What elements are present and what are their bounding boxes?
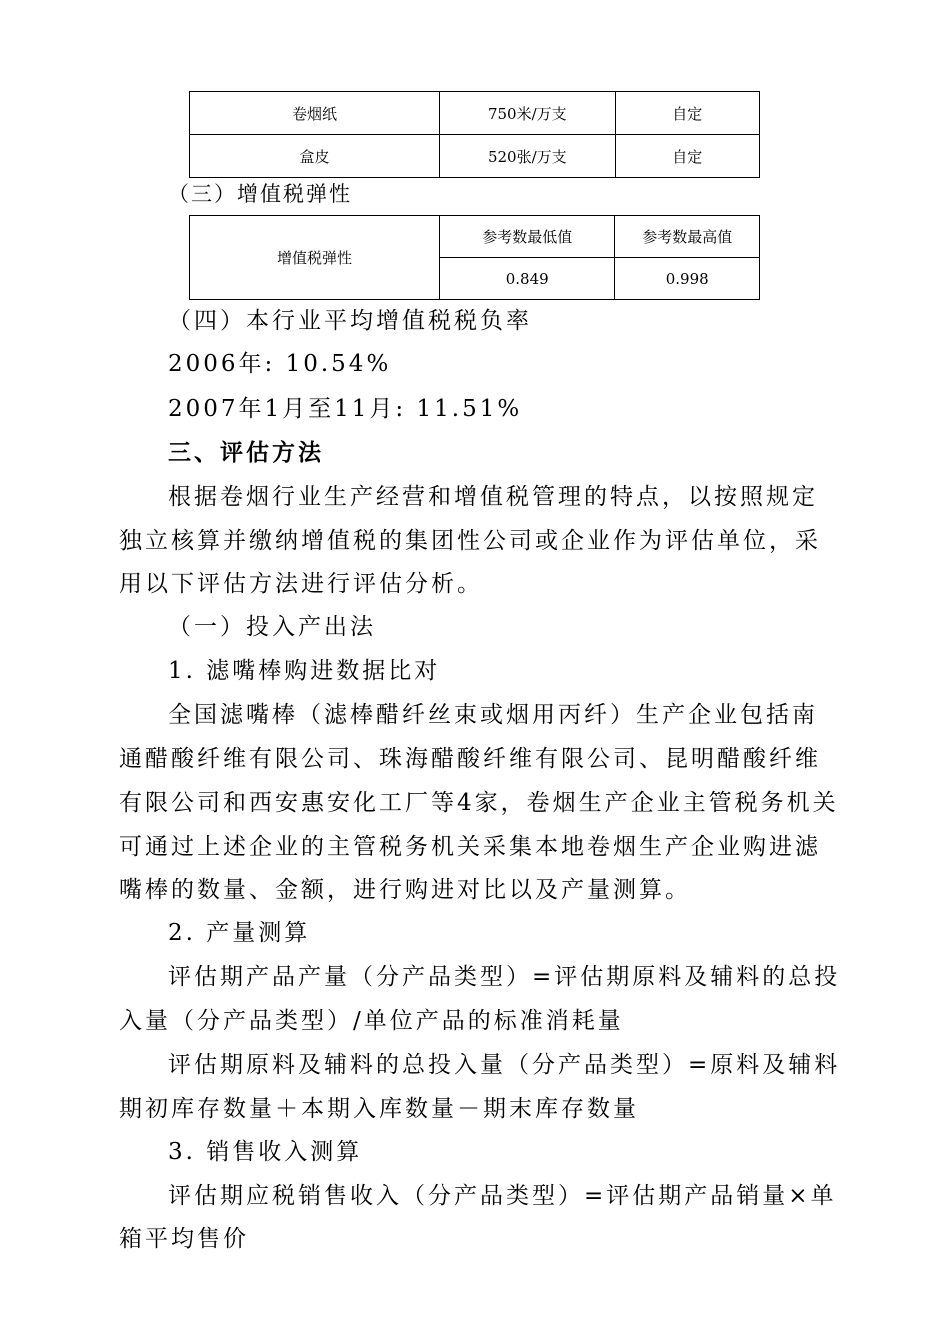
table-cell: 0.998 xyxy=(615,258,760,300)
paragraph-line: 评估期产品产量（分产品类型）=评估期原料及辅料的总投 xyxy=(168,964,841,990)
subsection-heading: 1. 滤嘴棒购进数据比对 xyxy=(168,658,441,684)
paragraph-line: 评估期应税销售收入（分产品类型）=评估期产品销量×单 xyxy=(168,1183,837,1209)
section-heading: 三、评估方法 xyxy=(168,440,324,466)
vat-elasticity-table xyxy=(189,215,760,300)
table-cell: 0.849 xyxy=(439,258,614,300)
paragraph-line: 评估期原料及辅料的总投入量（分产品类型）=原料及辅料 xyxy=(168,1052,841,1078)
section-caption: （三）增值税弹性 xyxy=(168,182,352,206)
material-consumption-table xyxy=(189,91,760,178)
paragraph-line: 可通过上述企业的主管税务机关采集本地卷烟生产企业购进滤 xyxy=(119,834,821,860)
paragraph-line: 根据卷烟行业生产经营和增值税管理的特点，以按照规定 xyxy=(168,484,818,510)
paragraph-line: 2006年: 10.54% xyxy=(168,351,392,377)
table-row xyxy=(190,216,760,258)
table-cell: 盒皮 xyxy=(190,135,440,178)
paragraph-line: 独立核算并缴纳增值税的集团性公司或企业作为评估单位，采 xyxy=(119,528,821,554)
table-cell: 卷烟纸 xyxy=(190,92,440,135)
paragraph-line: 嘴棒的数量、金额，进行购进对比以及产量测算。 xyxy=(119,877,691,903)
paragraph-line: 用以下评估方法进行评估分析。 xyxy=(119,571,483,597)
table-cell: 自定 xyxy=(615,92,760,135)
paragraph-line: 有限公司和西安惠安化工厂等4家，卷烟生产企业主管税务机关 xyxy=(119,790,839,816)
paragraph-line: 期初库存数量＋本期入库数量－期末库存数量 xyxy=(119,1096,639,1122)
table-cell: 750米/万支 xyxy=(440,92,615,135)
subsection-heading: 3. 销售收入测算 xyxy=(168,1139,363,1165)
table-cell: 自定 xyxy=(615,135,760,178)
paragraph-line: 箱平均售价 xyxy=(119,1226,249,1252)
paragraph-line: 2007年1月至11月: 11.51% xyxy=(168,396,523,422)
table-row xyxy=(190,92,760,135)
subsection-heading: 2. 产量测算 xyxy=(168,920,311,946)
table-cell: 520张/万支 xyxy=(440,135,615,178)
subsection-heading: （一）投入产出法 xyxy=(168,614,376,640)
table-row xyxy=(190,135,760,178)
paragraph-line: 通醋酸纤维有限公司、珠海醋酸纤维有限公司、昆明醋酸纤维 xyxy=(119,746,821,772)
row-label: 增值税弹性 xyxy=(190,216,440,300)
paragraph-line: 全国滤嘴棒（滤棒醋纤丝束或烟用丙纤）生产企业包括南 xyxy=(168,702,818,728)
subsection-heading: （四）本行业平均增值税税负率 xyxy=(168,308,532,334)
column-header: 参考数最高值 xyxy=(615,216,760,258)
paragraph-line: 入量（分产品类型）/单位产品的标准消耗量 xyxy=(119,1008,624,1034)
column-header: 参考数最低值 xyxy=(439,216,614,258)
